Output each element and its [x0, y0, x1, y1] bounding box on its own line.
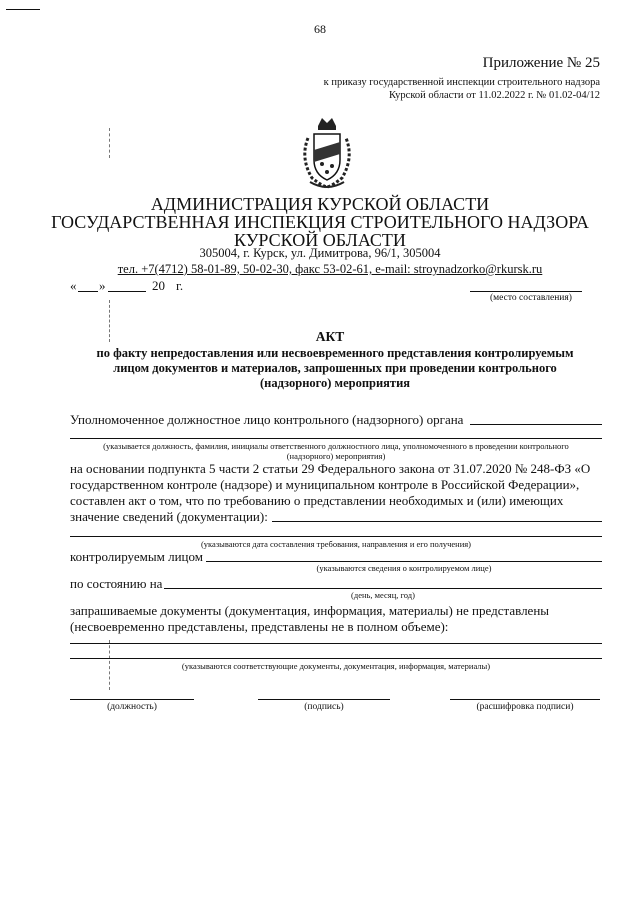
request-caption: (указываются дата составления требования, направления и его получения)	[200, 539, 472, 549]
para2-line2: (несвоевременно представлены, представлены не в полном объеме):	[70, 619, 449, 634]
appendix-line2: Курской области от 11.02.2022 г. № 01.02-04/12	[388, 90, 600, 101]
org-name-line3: КУРСКОЙ ОБЛАСТИ	[234, 230, 406, 250]
date-year-suffix: г.	[176, 278, 184, 293]
official-field-2[interactable]	[70, 438, 602, 439]
date-month-field[interactable]	[108, 291, 146, 292]
decoding-caption: (расшифровка подписи)	[476, 702, 574, 712]
act-subtitle-line2: лицом документов и материалов, запрошенных при проведении контрольного	[113, 361, 557, 375]
appendix-line1: к приказу государственной инспекции строительного надзора	[323, 77, 600, 88]
para1-line4: значение сведений (документации):	[70, 509, 268, 524]
signature-field[interactable]	[258, 699, 390, 700]
org-contacts: тел. +7(4712) 58-01-89, 50-02-30, факс 53-02-61, e-mail: stroynadzorko@rkursk.ru	[117, 262, 543, 276]
official-field-1[interactable]	[470, 424, 602, 425]
official-caption-1: (указывается должность, фамилия, инициалы ответственного должностного лица, уполномоченного в проведении контрольного	[103, 441, 569, 451]
org-name-line1: АДМИНИСТРАЦИЯ КУРСКОЙ ОБЛАСТИ	[150, 194, 490, 214]
para1-line1: на основании подпункта 5 части 2 статьи 29 Федерального закона от 31.07.2020 № 248-ФЗ «О	[70, 461, 591, 476]
state-field[interactable]	[164, 588, 602, 589]
date-open-quote: «	[70, 278, 77, 293]
org-name-line2: ГОСУДАРСТВЕННАЯ ИНСПЕКЦИЯ СТРОИТЕЛЬНОГО НАДЗОРА	[51, 212, 589, 232]
docs-field-1[interactable]	[70, 643, 602, 644]
signature-caption: (подпись)	[304, 702, 344, 712]
scan-mark	[109, 128, 110, 158]
controlled-field[interactable]	[206, 561, 602, 562]
request-field-1[interactable]	[272, 521, 602, 522]
page-number: 68	[314, 22, 326, 36]
coat-of-arms-emblem	[296, 116, 358, 190]
docs-field-2[interactable]	[70, 658, 602, 659]
act-subtitle-line3: (надзорного) мероприятия	[259, 376, 411, 390]
para1-line2: государственном контроле (надзоре) и муниципальном контроле в Российской Федерации»,	[70, 477, 580, 492]
para1-line3: составлен акт о том, что по требованию о представлении необходимых и (или) имеющих	[70, 493, 564, 508]
date-day-field[interactable]	[78, 291, 98, 292]
place-field[interactable]	[470, 291, 582, 292]
para2-line1: запрашиваемые документы (документация, информация, материалы) не представлены	[70, 603, 550, 618]
org-address: 305004, г. Курск, ул. Димитрова, 96/1, 305004	[199, 246, 441, 260]
controlled-label: контролируемым лицом	[70, 549, 203, 564]
state-label: по состоянию на	[70, 576, 163, 591]
decoding-field[interactable]	[450, 699, 600, 700]
scan-mark	[6, 9, 40, 10]
official-caption-2: (надзорного) мероприятия)	[286, 451, 386, 461]
act-subtitle-line1: по факту непредоставления или несвоевременного представления контролируемым	[96, 346, 574, 360]
docs-caption: (указываются соответствующие документы, документация, информация, материалы)	[181, 661, 491, 671]
controlled-caption: (указываются сведения о контролируемом лице)	[316, 563, 492, 573]
place-caption: (место составления)	[490, 293, 572, 303]
appendix-title: Приложение № 25	[482, 55, 600, 71]
position-field[interactable]	[70, 699, 194, 700]
request-field-2[interactable]	[70, 536, 602, 537]
position-caption: (должность)	[107, 702, 157, 712]
date-close-quote: »	[99, 278, 106, 293]
act-title: АКТ	[315, 329, 345, 344]
state-caption: (день, месяц, год)	[351, 590, 415, 600]
date-year-prefix: 20	[152, 278, 165, 293]
official-label: Уполномоченное должностное лицо контрольного (надзорного) органа	[70, 412, 464, 427]
